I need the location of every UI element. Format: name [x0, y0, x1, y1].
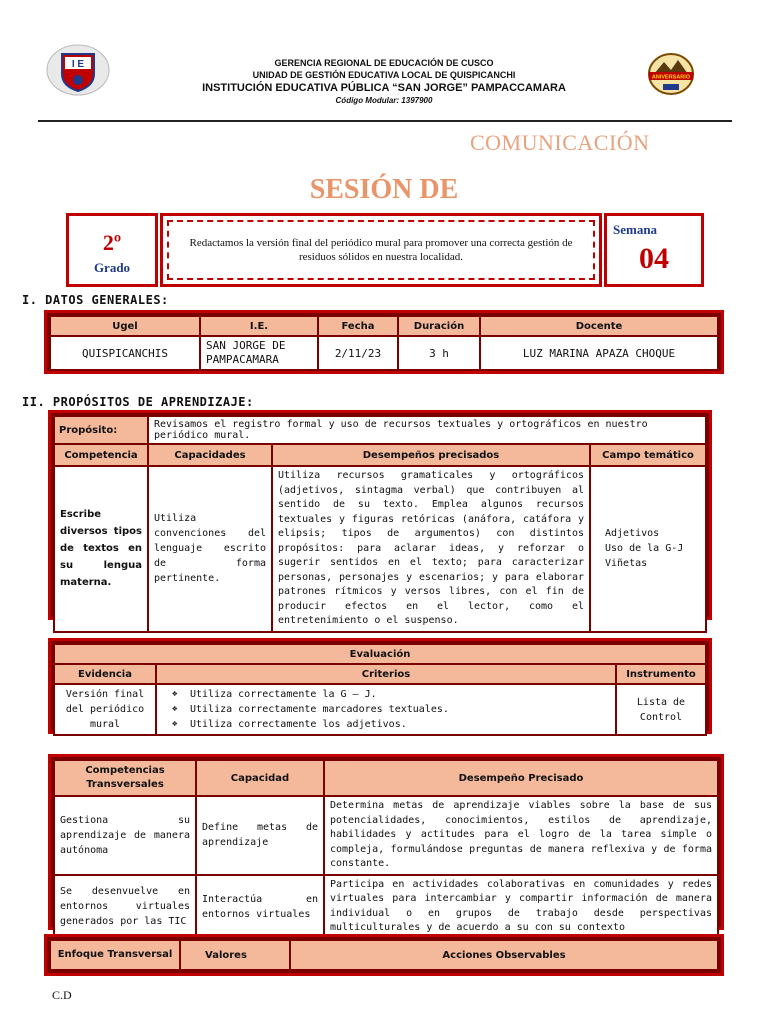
proposito-label: Propósito:	[55, 417, 147, 443]
competencia-value: Escribe diversos tipos de textos en su lengua materna.	[55, 467, 147, 631]
instrumento-value: Lista de Control	[617, 685, 705, 734]
col-acciones-observables: Acciones Observables	[291, 941, 717, 969]
evaluacion-table	[48, 638, 712, 734]
col-ugel: Ugel	[51, 317, 199, 335]
col-capacidades: Capacidades	[149, 445, 271, 465]
col-campo-tematico: Campo temático	[591, 445, 705, 465]
anniversary-logo	[646, 52, 696, 96]
grade-label: Grado	[93, 260, 131, 275]
transversal-desempeno-2: Participa en actividades colaborativas en comunidades y redes virtuales para intercambiar y compartir información de manera individual o en grupos de trabajo desde perspectivas multiculturales y de acuerdo a su con su contexto	[325, 876, 717, 938]
session-title: Redactamos la versión final del periódico mural para promover una correcta gestión de residuos sólidos en nuestra localidad.	[167, 220, 595, 280]
criterio-item: ❖ Utiliza correctamente marcadores textuales.	[162, 702, 610, 717]
grade-number: 2º	[102, 230, 122, 255]
enfoque-table	[44, 934, 724, 976]
duracion-value: 3 h	[399, 337, 479, 369]
campo-tematico-list	[591, 467, 705, 631]
col-competencia: Competencia	[55, 445, 147, 465]
col-criterios: Criterios	[157, 665, 615, 683]
fecha-value: 2/11/23	[319, 337, 397, 369]
col-capacidad: Capacidad	[197, 761, 323, 795]
ugel-value: QUISPICANCHIS	[51, 337, 199, 369]
col-desempenos: Desempeños precisados	[273, 445, 589, 465]
col-evidencia: Evidencia	[55, 665, 155, 683]
criterios-list	[157, 685, 615, 734]
transversal-capacidad-1: Define metas de aprendizaje	[197, 797, 323, 874]
logo-right-text: ANIVERSARIO	[651, 74, 691, 81]
session-title-box	[160, 213, 602, 287]
modular-code: Código Modular: 1397900	[335, 96, 433, 105]
subject-area: COMUNICACIÓN	[470, 130, 650, 155]
section-propositos: II. PROPÓSITOS DE APRENDIZAJE:	[22, 395, 254, 409]
header-divider	[38, 120, 732, 122]
col-competencias-transversales: Competencias Transversales	[55, 761, 195, 795]
session-heading: SESIÓN DE	[309, 174, 459, 205]
transversal-competencia-1: Gestiona su aprendizaje de manera autónoma	[55, 797, 195, 874]
week-box	[604, 213, 704, 287]
col-docente: Docente	[481, 317, 717, 335]
col-valores: Valores	[181, 941, 289, 969]
transversales-table	[48, 754, 724, 933]
col-instrumento: Instrumento	[617, 665, 705, 683]
ie-value: SAN JORGE DE PAMPACAMARA	[201, 337, 317, 369]
footer-text: C.D	[52, 988, 72, 1002]
criterio-item: ❖ Utiliza correctamente la G – J.	[162, 687, 610, 702]
transversal-competencia-2: Se desenvuelve en entornos virtuales generados por las TIC	[55, 876, 195, 938]
grade-box	[66, 213, 158, 287]
col-duracion: Duración	[399, 317, 479, 335]
criterio-item: ❖ Utiliza correctamente los adjetivos.	[162, 717, 610, 732]
transversal-capacidad-2: Interactúa en entornos virtuales	[197, 876, 323, 938]
institution-name: INSTITUCIÓN EDUCATIVA PÚBLICA “SAN JORGE” PAMPACCAMARA	[202, 82, 566, 94]
docente-value: LUZ MARINA APAZA CHOQUE	[481, 337, 717, 369]
propositos-table	[48, 410, 712, 626]
evidencia-value: Versión final del periódico mural	[55, 685, 155, 734]
transversal-desempeno-1: Determina metas de aprendizaje viables sobre la base de sus potencialidades, conocimientos, estilos de aprendizaje, habilidades y actitudes para el logro de la tarea simple o compleja, formulándose preguntas de manera reflexiva y de forma constante.	[325, 797, 717, 874]
campo-item: Uso de la G-J	[605, 543, 684, 555]
campo-item: Adjetivos	[605, 528, 660, 540]
desempenos-value: Utiliza recursos gramaticales y ortográficos (adjetivos, sintagma verbal) que contribuyen al sentido de su texto. Emplea algunos recursos textuales y figuras retóricas (anáfora, catáfora y elipsis; tipos de argumentos) con distintos propósitos: para aclarar ideas, y reforzar o sugerir sentidos en el texto; para caracterizar personas, personajes y escenarios; y para elaborar patrones rítmicos y versos libres, con el fin de producir efectos en el lector, como el entretenimiento o el suspenso.	[273, 467, 589, 631]
col-desempeno-precisado: Desempeño Precisado	[325, 761, 717, 795]
week-label: Semana	[613, 222, 658, 237]
evaluacion-title: Evaluación	[55, 645, 705, 663]
col-fecha: Fecha	[319, 317, 397, 335]
week-number: 04	[639, 242, 669, 275]
capacidades-value: Utiliza convenciones del lenguaje escrito de forma pertinente.	[149, 467, 271, 631]
col-enfoque-transversal: Enfoque Transversal	[51, 941, 179, 969]
col-ie: I.E.	[201, 317, 317, 335]
ugel-line: UNIDAD DE GESTIÓN EDUCATIVA LOCAL DE QUISPICANCHI	[252, 70, 516, 80]
datos-generales-table	[44, 310, 724, 374]
campo-item: Viñetas	[605, 558, 648, 570]
gerencia-line: GERENCIA REGIONAL DE EDUCACIÓN DE CUSCO	[274, 58, 494, 68]
section-datos-generales: I. DATOS GENERALES:	[22, 293, 169, 307]
proposito-text: Revisamos el registro formal y uso de recursos textuales y ortográficos en nuestro periódico mural.	[149, 417, 705, 443]
logo-left-text: I E	[71, 59, 85, 70]
